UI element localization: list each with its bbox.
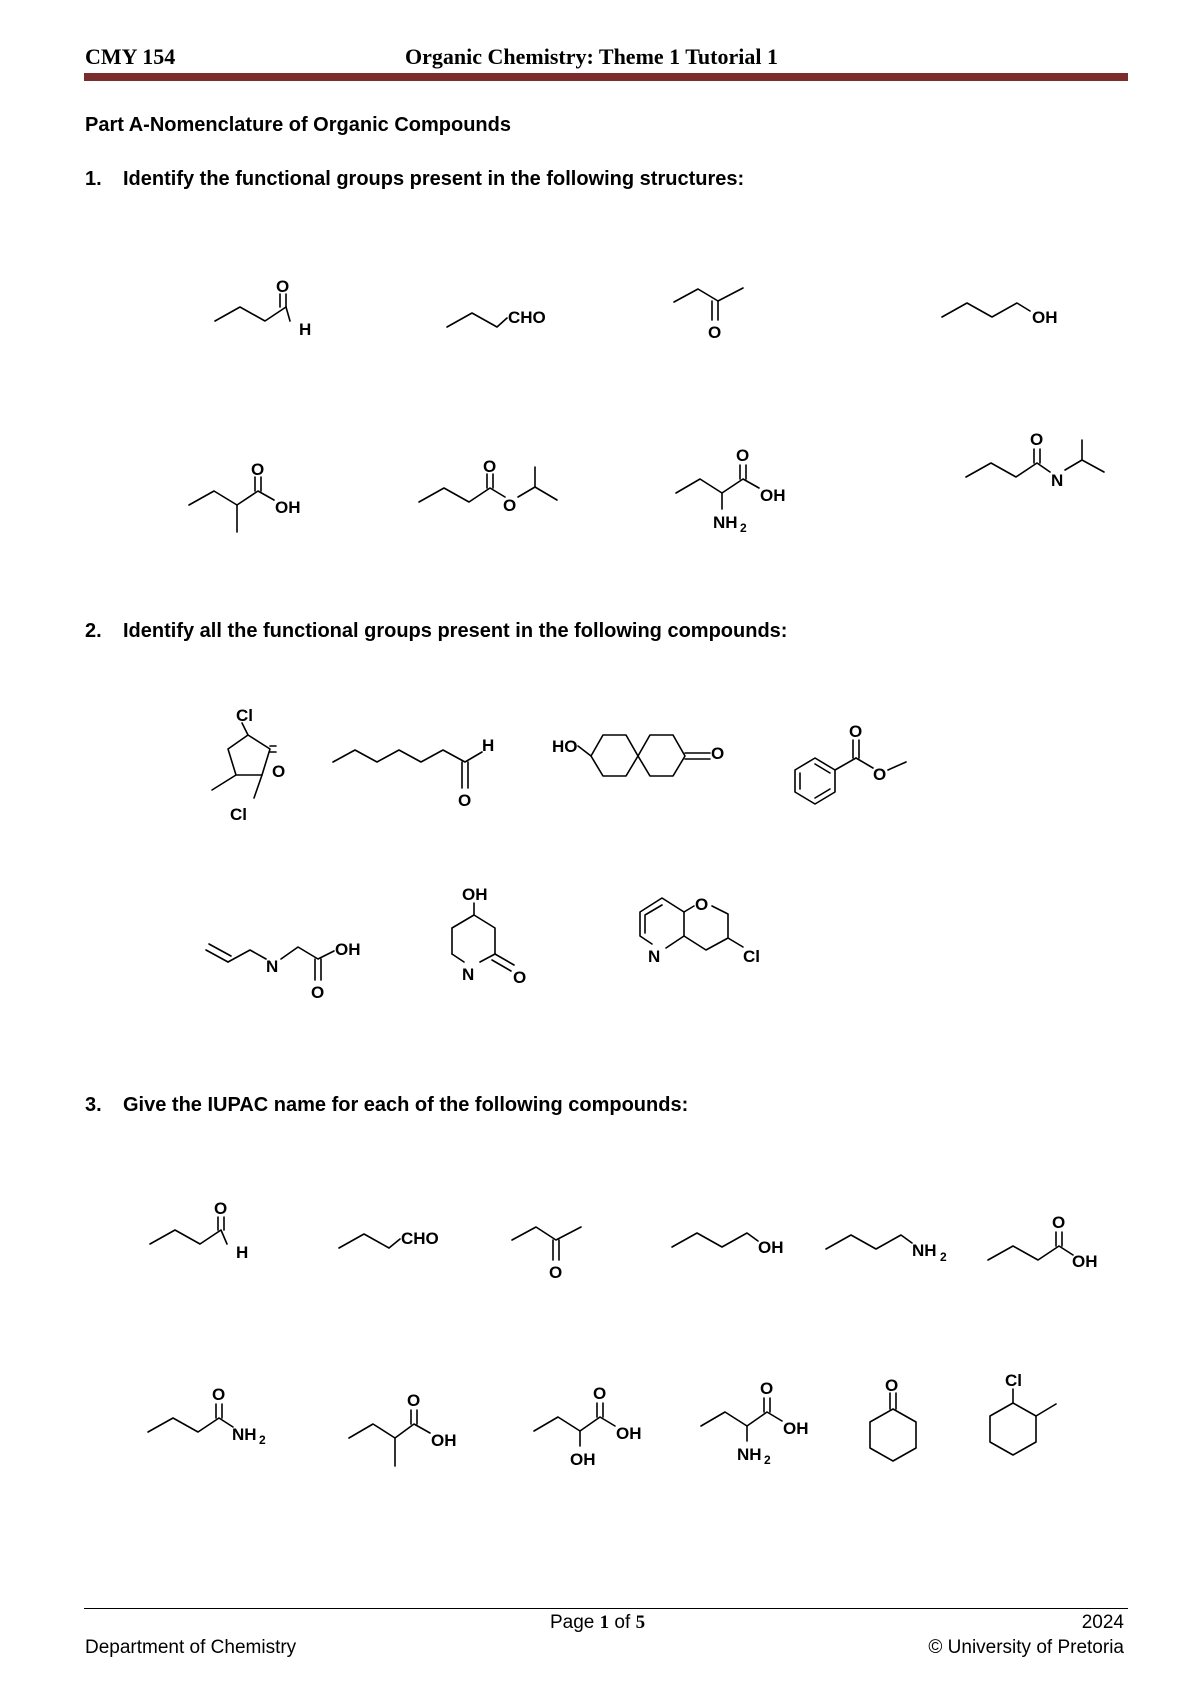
footer-copyright: © University of Pretoria [928, 1637, 1124, 1658]
atom-label: N [648, 947, 661, 966]
structure-q2-heptanal [333, 736, 494, 810]
atom-label: CHO [401, 1229, 439, 1248]
atom-label: O [708, 323, 722, 342]
structure-q2-allylglycine [206, 940, 361, 1002]
atom-label: NH [713, 513, 738, 532]
atom-label: H [482, 736, 495, 755]
atom-label: OH [760, 486, 786, 505]
atom-label: O [873, 765, 887, 784]
atom-label: O [214, 1199, 228, 1218]
atom-label: OH [570, 1450, 596, 1469]
atom-label: N [266, 957, 279, 976]
structure-q3-butanone [512, 1227, 581, 1282]
atom-label: OH [1072, 1252, 1098, 1271]
section-title: Part A-Nomenclature of Organic Compounds [85, 114, 511, 136]
page-total: 5 [635, 1612, 646, 1633]
structure-q3-butanoic-acid [988, 1213, 1098, 1271]
atom-label: NH [912, 1241, 937, 1260]
structure-q2-hydroxypiperidinone [452, 885, 526, 987]
atom-label: O [407, 1391, 421, 1410]
atom-label: O [483, 457, 497, 476]
atom-label: Cl [236, 706, 253, 725]
question-2-number: 2. [85, 620, 102, 642]
atom-label: NH [737, 1445, 762, 1464]
atom-label: NH [232, 1425, 257, 1444]
atom-label: CHO [508, 308, 546, 327]
question-1-text: Identify the functional groups present in the following structures: [123, 168, 745, 190]
atom-label: OH [616, 1424, 642, 1443]
atom-label: O [760, 1379, 774, 1398]
page-of: of [609, 1612, 636, 1633]
structure-q2-hydroxy-decalinone [552, 735, 724, 776]
atom-label: OH [275, 498, 301, 517]
atom-label: O [736, 446, 750, 465]
structure-q3-chloromethylcyclohexane [990, 1371, 1056, 1455]
page-prefix: Page [550, 1612, 600, 1633]
atom-label: O [549, 1263, 563, 1282]
atom-label: O [458, 791, 472, 810]
page-current: 1 [599, 1612, 610, 1633]
atom-label: O [212, 1385, 226, 1404]
structure-q3-aminobutanoic-acid [701, 1379, 809, 1467]
atom-label: N [462, 965, 475, 984]
structure-q1-amide [966, 430, 1104, 490]
atom-label-subscript: 2 [259, 1433, 266, 1447]
atom-label: O [503, 496, 517, 515]
atom-label: Cl [230, 805, 247, 824]
atom-label-subscript: 2 [764, 1453, 771, 1467]
atom-label: O [272, 762, 286, 781]
structure-q2-chloropyranopyridine [640, 895, 760, 966]
atom-label: OH [462, 885, 488, 904]
footer-year: 2024 [1081, 1612, 1124, 1633]
atom-label: O [251, 460, 265, 479]
atom-label: N [1051, 471, 1064, 490]
structure-q3-butanal [150, 1199, 248, 1262]
structure-q3-hydroxybutanoic-acid [534, 1384, 642, 1469]
question-3-number: 3. [85, 1094, 102, 1116]
structure-q1-butanal [215, 277, 311, 339]
structure-q3-butanol [672, 1233, 784, 1257]
atom-label: OH [1032, 308, 1058, 327]
structure-q1-butanol [942, 303, 1058, 327]
atom-label: OH [431, 1431, 457, 1450]
structure-q1-ester [419, 457, 557, 515]
atom-label-subscript: 2 [740, 521, 747, 535]
document-title: Organic Chemistry: Theme 1 Tutorial 1 [405, 44, 778, 69]
structure-q1-butanal-cho [447, 308, 546, 327]
atom-label: O [1052, 1213, 1066, 1232]
footer-rule [84, 1608, 1128, 1609]
structure-q1-butanone [674, 288, 743, 342]
question-3-text: Give the IUPAC name for each of the following compounds: [123, 1094, 689, 1116]
atom-label: O [513, 968, 527, 987]
question-2-text: Identify all the functional groups present in the following compounds: [123, 620, 788, 642]
atom-label: O [311, 983, 325, 1002]
atom-label: O [711, 744, 725, 763]
structure-q1-methylbutanoic-acid [189, 460, 301, 532]
atom-label: O [849, 722, 863, 741]
structure-q1-aminobutanoic-acid [676, 446, 786, 535]
structure-q3-butanal-cho [339, 1229, 439, 1248]
atom-label: H [299, 320, 312, 339]
atom-label: O [695, 895, 709, 914]
atom-label: O [593, 1384, 607, 1403]
atom-label: O [885, 1376, 899, 1395]
footer-department: Department of Chemistry [85, 1637, 297, 1658]
atom-label: HO [552, 737, 578, 756]
structure-q3-cyclohexanone [870, 1376, 916, 1461]
atom-label: H [236, 1243, 249, 1262]
structure-q2-dichlorocyclopentanone [212, 706, 285, 824]
structure-q3-butanamine [826, 1235, 947, 1264]
atom-label: O [1030, 430, 1044, 449]
question-1-number: 1. [85, 168, 102, 190]
atom-label: OH [783, 1419, 809, 1438]
course-code: CMY 154 [85, 44, 176, 69]
structure-q3-methylbutanoic-acid [349, 1391, 457, 1466]
atom-label: O [276, 277, 290, 296]
atom-label-subscript: 2 [940, 1250, 947, 1264]
atom-label: Cl [1005, 1371, 1022, 1390]
structure-q3-butanamide [148, 1385, 266, 1447]
atom-label: OH [758, 1238, 784, 1257]
structure-q2-methyl-benzoate [795, 722, 906, 804]
atom-label: Cl [743, 947, 760, 966]
page-indicator [550, 1612, 645, 1634]
atom-label: OH [335, 940, 361, 959]
